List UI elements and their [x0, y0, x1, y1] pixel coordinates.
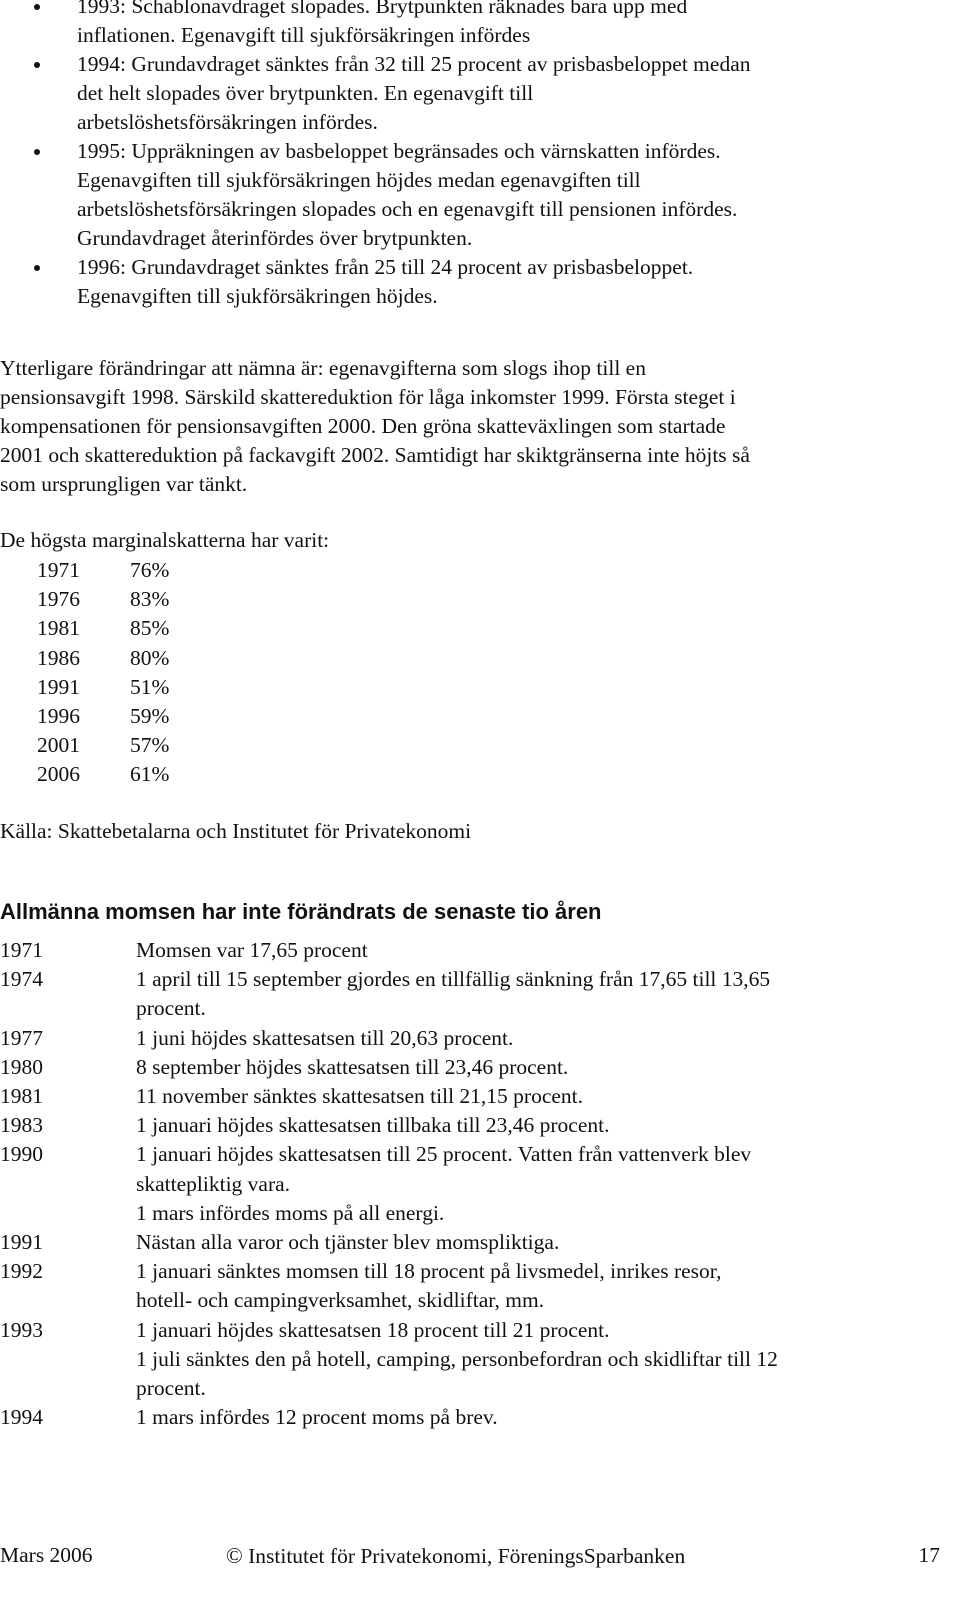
- source-note: Källa: Skattebetalarna och Institutet för Privatekonomi: [0, 819, 472, 843]
- bullet-line: 1994: Grundavdraget sänktes från 32 till 25 procent av prisbasbeloppet medan: [77, 52, 751, 76]
- vat-description: [136, 936, 945, 965]
- rate-value: 80%: [130, 645, 170, 670]
- vat-history-row: [0, 1111, 945, 1140]
- bullet-icon: [34, 265, 40, 271]
- tax-change-bullet-item: [0, 137, 960, 253]
- bullet-line: arbetslöshetsförsäkringen infördes.: [77, 110, 378, 134]
- vat-description-line: hotell- och campingverksamhet, skidliftar, mm.: [136, 1288, 545, 1313]
- marginal-rates-list: [37, 556, 169, 790]
- marginal-rate-row: [37, 644, 169, 673]
- vat-description-line: 11 november sänktes skattesatsen till 21,15 procent.: [136, 1084, 584, 1109]
- rate-year: 1971: [37, 558, 80, 582]
- vat-history-row: [0, 965, 945, 1023]
- vat-description: [136, 1403, 945, 1432]
- rate-value: 76%: [130, 558, 170, 582]
- vat-history-row: [0, 1316, 945, 1404]
- rate-year: 1981: [37, 616, 80, 641]
- vat-section-title: Allmänna momsen har inte förändrats de senaste tio åren: [0, 899, 602, 924]
- bullet-line: Egenavgiften till sjukförsäkringen höjdes.: [77, 284, 438, 308]
- vat-description-line: Nästan alla varor och tjänster blev momspliktiga.: [136, 1230, 560, 1255]
- paragraph-line: 2001 och skattereduktion på fackavgift 2002. Samtidigt har skiktgränserna inte höjts så: [0, 443, 750, 467]
- vat-year: 1994: [0, 1405, 43, 1430]
- tax-change-bullet-item: [0, 50, 960, 137]
- vat-description-line: procent.: [136, 996, 206, 1021]
- bullet-line: det helt slopades över brytpunkten. En egenavgift till: [77, 81, 534, 105]
- rate-value: 59%: [130, 704, 170, 729]
- vat-history-row: [0, 1053, 945, 1082]
- rate-value: 57%: [130, 733, 170, 758]
- rate-year: 1986: [37, 645, 80, 670]
- marginal-rate-row: [37, 760, 169, 789]
- vat-description: [136, 1024, 945, 1053]
- vat-description: [136, 1053, 945, 1082]
- bullet-icon: [34, 149, 40, 155]
- other-changes-paragraph: [0, 354, 945, 499]
- copyright-icon: ©: [226, 1543, 243, 1568]
- paragraph-line: pensionsavgift 1998. Särskild skattereduktion för låga inkomster 1999. Första steget i: [0, 385, 736, 409]
- vat-description: [136, 1228, 945, 1257]
- marginal-rate-row: [37, 673, 169, 702]
- vat-description: [136, 1316, 945, 1404]
- vat-description: [136, 1111, 945, 1140]
- vat-description: [136, 1257, 945, 1315]
- vat-description-line: 1 januari höjdes skattesatsen tillbaka till 23,46 procent.: [136, 1113, 610, 1138]
- marginal-rate-row: [37, 556, 169, 585]
- bullet-line: Egenavgiften till sjukförsäkringen höjdes medan egenavgiften till: [77, 168, 641, 192]
- marginal-rate-row: [37, 702, 169, 731]
- bullet-line: 1995: Uppräkningen av basbeloppet begränsades och värnskatten infördes.: [77, 139, 721, 163]
- footer-publisher-name: Institutet för Privatekonomi, FöreningsSparbanken: [248, 1544, 686, 1568]
- vat-description-line: 1 januari sänktes momsen till 18 procent på livsmedel, inrikes resor,: [136, 1259, 722, 1284]
- vat-description-line: 1 mars infördes moms på all energi.: [136, 1200, 445, 1225]
- rate-value: 61%: [130, 762, 170, 787]
- vat-year: 1983: [0, 1113, 43, 1138]
- rate-year: 2001: [37, 733, 80, 758]
- vat-description-line: 1 april till 15 september gjordes en tillfällig sänkning från 17,65 till 13,65: [136, 967, 771, 992]
- marginal-rate-row: [37, 614, 169, 643]
- vat-history-list: [0, 936, 945, 1432]
- vat-description-line: 1 juni höjdes skattesatsen till 20,63 procent.: [136, 1025, 514, 1050]
- vat-history-row: [0, 1257, 945, 1315]
- bullet-icon: [34, 4, 40, 10]
- rate-value: 51%: [130, 674, 170, 699]
- footer-publisher: [226, 1541, 685, 1571]
- paragraph-line: kompensationen för pensionsavgiften 2000. Den gröna skatteväxlingen som startade: [0, 414, 726, 438]
- marginal-rate-row: [37, 731, 169, 760]
- rate-year: 1991: [37, 674, 80, 699]
- bullet-line: 1993: Schablonavdraget slopades. Brytpunkten räknades bara upp med: [77, 0, 688, 18]
- vat-history-row: [0, 1140, 945, 1228]
- vat-year: 1993: [0, 1317, 43, 1342]
- vat-history-row: [0, 1024, 945, 1053]
- rate-value: 83%: [130, 587, 170, 612]
- vat-history-row: [0, 1228, 945, 1257]
- vat-description-line: 1 mars infördes 12 procent moms på brev.: [136, 1405, 498, 1430]
- tax-change-bullet-item: [0, 0, 960, 50]
- bullet-line: Grundavdraget återinfördes över brytpunkten.: [77, 226, 473, 250]
- bullet-line: arbetslöshetsförsäkringen slopades och en egenavgift till pensionen infördes.: [77, 197, 738, 221]
- vat-year: 1974: [0, 967, 43, 992]
- vat-year: 1977: [0, 1025, 43, 1050]
- bullet-line: 1996: Grundavdraget sänktes från 25 till 24 procent av prisbasbeloppet.: [77, 255, 694, 279]
- bullet-icon: [34, 62, 40, 68]
- vat-description-line: skattepliktig vara.: [136, 1171, 291, 1196]
- marginal-rate-row: [37, 585, 169, 614]
- vat-description: [136, 1082, 945, 1111]
- vat-history-row: [0, 936, 945, 965]
- footer-date: Mars 2006: [0, 1543, 93, 1567]
- footer-page-number: 17: [918, 1543, 940, 1567]
- marginal-tax-heading: De högsta marginalskatterna har varit:: [0, 528, 330, 552]
- vat-description-line: 1 juli sänktes den på hotell, camping, personbefordran och skidliftar till 12: [136, 1346, 778, 1371]
- bullet-line: inflationen. Egenavgift till sjukförsäkringen infördes: [77, 23, 531, 47]
- vat-description: [136, 1140, 945, 1228]
- vat-year: 1981: [0, 1084, 43, 1109]
- vat-year: 1971: [0, 938, 43, 962]
- vat-history-row: [0, 1082, 945, 1111]
- vat-year: 1990: [0, 1142, 43, 1167]
- vat-description-line: 8 september höjdes skattesatsen till 23,46 procent.: [136, 1054, 569, 1079]
- vat-year: 1991: [0, 1230, 43, 1255]
- vat-year: 1992: [0, 1259, 43, 1284]
- vat-description-line: 1 januari höjdes skattesatsen 18 procent till 21 procent.: [136, 1317, 610, 1342]
- tax-change-bullet-item: [0, 253, 960, 311]
- vat-description-line: Momsen var 17,65 procent: [136, 938, 368, 962]
- vat-description-line: 1 januari höjdes skattesatsen till 25 procent. Vatten från vattenverk blev: [136, 1142, 752, 1167]
- paragraph-line: Ytterligare förändringar att nämna är: egenavgifterna som slogs ihop till en: [0, 356, 646, 380]
- vat-year: 1980: [0, 1054, 43, 1079]
- vat-history-row: [0, 1403, 945, 1432]
- rate-year: 1996: [37, 704, 80, 729]
- tax-change-bullet-list: [0, 0, 960, 311]
- vat-description-line: procent.: [136, 1376, 206, 1401]
- rate-year: 1976: [37, 587, 80, 612]
- rate-year: 2006: [37, 762, 80, 787]
- rate-value: 85%: [130, 616, 170, 641]
- paragraph-line: som ursprungligen var tänkt.: [0, 472, 248, 496]
- vat-description: [136, 965, 945, 1023]
